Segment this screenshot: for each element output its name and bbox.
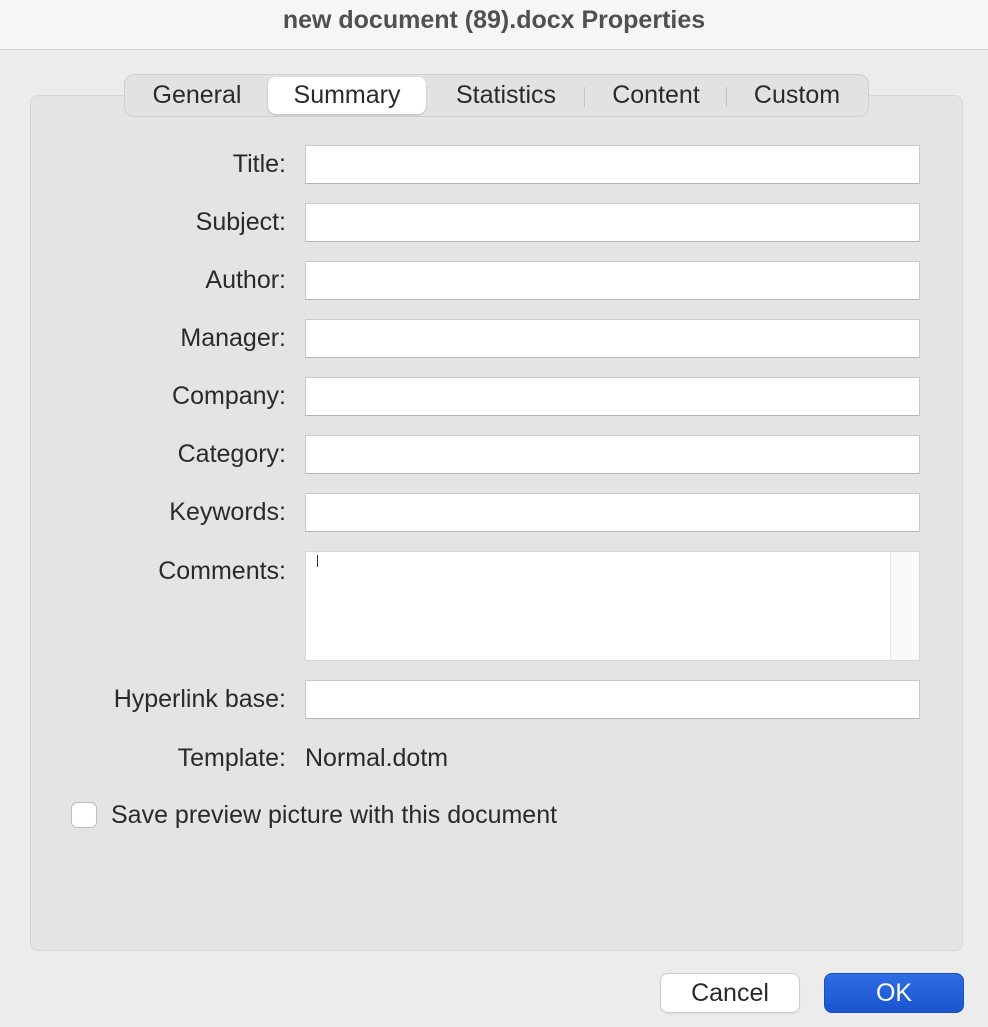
author-field[interactable] (305, 261, 920, 300)
window-title: new document (89).docx Properties (282, 6, 706, 34)
manager-label: Manager: (180, 324, 286, 352)
cancel-button[interactable]: Cancel (660, 973, 800, 1013)
tab-divider (584, 87, 585, 107)
category-field[interactable] (305, 435, 920, 474)
title-bar (0, 0, 988, 50)
title-label: Title: (232, 150, 286, 178)
keywords-label: Keywords: (169, 498, 286, 526)
comments-label: Comments: (158, 557, 286, 585)
comments-field[interactable] (306, 552, 891, 660)
comments-scrollbar[interactable] (890, 552, 919, 660)
company-field[interactable] (305, 377, 920, 416)
text-caret (317, 555, 318, 567)
tab-divider (726, 87, 727, 107)
title-field[interactable] (305, 145, 920, 184)
tab-general[interactable]: General (152, 81, 242, 109)
template-value: Normal.dotm (305, 744, 449, 772)
manager-field[interactable] (305, 319, 920, 358)
keywords-field[interactable] (305, 493, 920, 532)
template-label: Template: (177, 744, 286, 772)
tab-statistics[interactable]: Statistics (455, 81, 557, 109)
ok-button[interactable]: OK (824, 973, 964, 1013)
tab-summary[interactable]: Summary (268, 77, 426, 114)
author-label: Author: (205, 266, 286, 294)
tab-bar (124, 74, 869, 117)
hyperlink-base-label: Hyperlink base: (113, 685, 286, 713)
tab-content[interactable]: Content (612, 81, 700, 109)
tab-custom[interactable]: Custom (753, 81, 841, 109)
save-preview-checkbox[interactable] (71, 802, 97, 828)
subject-field[interactable] (305, 203, 920, 242)
save-preview-label[interactable]: Save preview picture with this document (111, 801, 558, 829)
category-label: Category: (177, 440, 286, 468)
subject-label: Subject: (195, 208, 286, 236)
comments-box (305, 551, 920, 661)
company-label: Company: (172, 382, 286, 410)
hyperlink-base-field[interactable] (305, 680, 920, 719)
